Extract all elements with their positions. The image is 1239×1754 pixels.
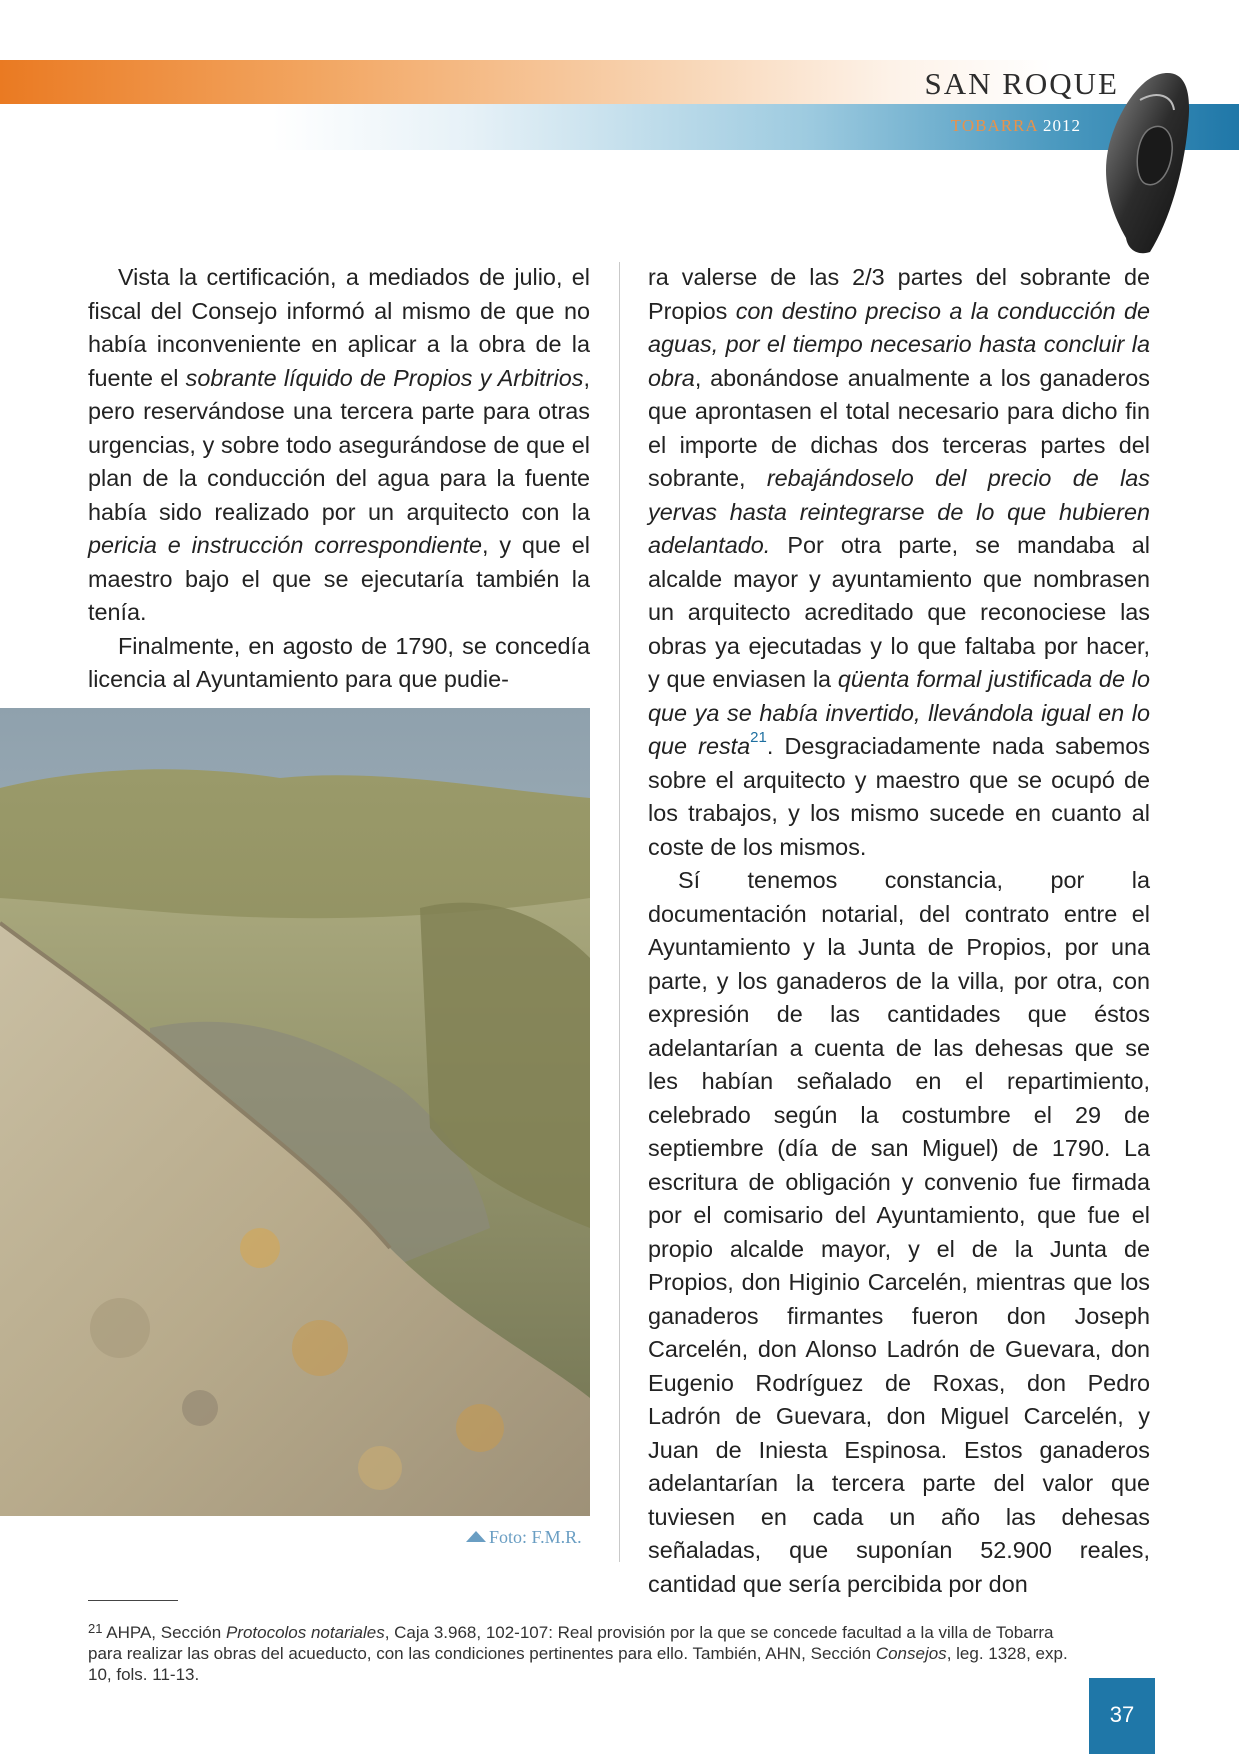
- italic-run: con destino preciso a la conducción de aguas, por el tiempo necesario hasta concluir la obra: [648, 297, 1150, 391]
- header-year: 2012: [1043, 116, 1081, 135]
- text-run: Por otra parte, se mandaba al alcalde mayor y ayuntamiento que nombrasen un arquitecto acreditado que reconociese las obras ya ejecutadas y lo que faltaba por hacer, y que enviasen la: [648, 532, 1150, 692]
- text-run: , leg. 1328, exp. 10, fols. 11-13.: [88, 1644, 1068, 1684]
- footnote-number: 21: [88, 1621, 103, 1636]
- hat-logo-icon: [1100, 70, 1195, 255]
- text-run: , y que el maestro bajo el que se ejecutaría también la tenía.: [88, 532, 590, 625]
- footnote-ref[interactable]: 21: [750, 729, 767, 746]
- text-run: Vista la certificación, a mediados de julio, el fiscal del Consejo informó al mismo de que no había inconveniente en aplicar a la obra de la fuente el: [88, 264, 590, 391]
- italic-run: Consejos: [875, 1644, 947, 1663]
- text-run: , Caja 3.968, 102-107: Real provisión por la que se concede facultad a la villa de Tobarra para realizar las obras del acueducto, con las condiciones pertinentes para ello. También, AHN, Sección: [88, 1623, 1054, 1663]
- italic-run: rebajándoselo del precio de las yervas hasta reintegrarse de lo que hubieren adelantado.: [648, 465, 1150, 558]
- paragraph: Finalmente, en agosto de 1790, se concedía licencia al Ayuntamiento para que pudie-: [88, 632, 590, 692]
- footnote-separator: [88, 1600, 178, 1601]
- header-title: SAN ROQUE: [924, 66, 1119, 101]
- text-run: ra valerse de las 2/3 partes del sobrante de Propios: [648, 264, 1150, 324]
- italic-run: qüenta formal justificada de lo que ya se había invertido, llevándola igual en lo que resta: [648, 666, 1150, 759]
- caption-text: Foto: F.M.R.: [489, 1527, 582, 1547]
- header-town: TOBARRA: [950, 116, 1038, 135]
- italic-run: sobrante líquido de Propios y Arbitrios: [185, 364, 584, 391]
- text-run: , pero reservándose una tercera parte para otras urgencias, y sobre todo asegurándose de que el plan de la conducción del agua para la fuente había sido realizado por un arquitecto con la: [88, 364, 590, 525]
- paragraph: [648, 261, 1150, 864]
- landscape-photo: [0, 708, 590, 1516]
- column-divider: [619, 262, 620, 1562]
- right-column: [648, 261, 1150, 1601]
- italic-run: Protocolos notariales: [225, 1623, 385, 1642]
- italic-run: pericia e instrucción correspondiente: [88, 532, 483, 558]
- paragraph: Sí tenemos constancia, por la documentación notarial, del contrato entre el Ayuntamiento y la Junta de Propios, por una parte, y los ganaderos de la villa, por otra, con expresión de las cantidades que éstos adelantarían a cuenta de las dehesas que se les habían señalado en el repartimiento, celebrado según la costumbre el 29 de septiembre (día de san Miguel) de 1790. La escritura de obligación y convenio fue firmada por el comisario del Ayuntamiento, que fue el propio alcalde mayor, y el de la Junta de Propios, don Higinio Carcelén, mientras que los ganaderos firmantes fueron don Joseph Carcelén, don Alonso Ladrón de Guevara, don Eugenio Rodríguez de Roxas, don Pedro Ladrón de Guevara, don Miguel Carcelén, y Juan de Iniesta Espinosa. Estos ganaderos adelantarían la tercera parte del valor que tuviesen en cada un año las dehesas señaladas, que suponían 52.900 reales, cantidad que sería percibida por don: [648, 867, 1150, 1597]
- text-run: AHPA, Sección: [102, 1623, 226, 1642]
- left-column: [88, 261, 590, 697]
- triangle-up-icon: [466, 1531, 486, 1542]
- text-run: . Desgraciadamente nada sabemos sobre el arquitecto y maestro que se ocupó de los trabajos, y los mismo sucede en cuanto al coste de los mismos.: [648, 733, 1150, 860]
- header-subtitle: [951, 116, 1081, 136]
- page-number: 37: [1089, 1678, 1155, 1754]
- text-run: , abonándose anualmente a los ganaderos que aprontasen el total necesario para dicho fin el importe de dichas dos terceras partes del sobrante,: [648, 364, 1150, 491]
- footnote: [88, 1622, 1078, 1685]
- paragraph: [88, 261, 590, 630]
- photo-caption: [466, 1527, 582, 1548]
